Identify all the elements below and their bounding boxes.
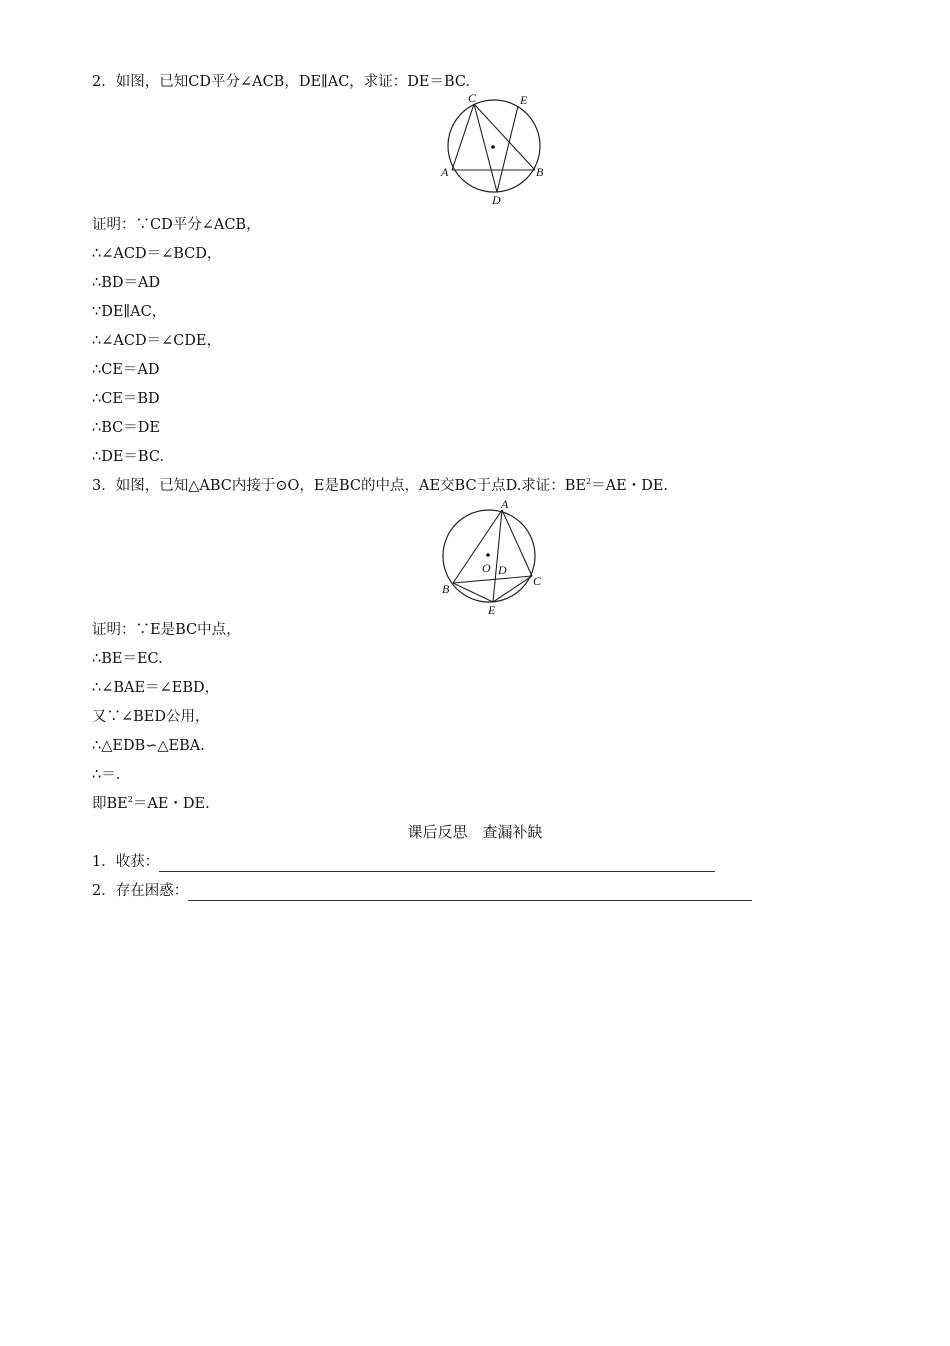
problem2-statement: 2．如图，已知CD平分∠ACB，DE∥AC，求证：DE＝BC.: [92, 74, 471, 90]
label-b: B: [536, 165, 544, 179]
label-c: C: [533, 574, 542, 588]
segment-ae: [493, 510, 502, 602]
segment-ce: [493, 576, 532, 602]
center-dot: [486, 553, 490, 557]
segment-bc: [453, 576, 532, 583]
label-a: A: [441, 165, 449, 179]
problem2-proof-line-2: ∴∠ACD＝∠BCD，: [92, 246, 222, 262]
problem2-proof-line-9: ∴DE＝BC.: [92, 449, 165, 465]
reflection-item-harvest: 1．收获：: [92, 852, 715, 872]
center-dot: [491, 145, 495, 149]
problem3-statement: 3．如图，已知△ABC内接于⊙O，E是BC的中点，AE交BC于点D.求证：$BE^2=AE$・DE.: [92, 477, 669, 494]
label-e: E: [520, 93, 528, 107]
label-o: O: [482, 561, 491, 575]
label-a: A: [501, 497, 509, 511]
problem3-proof-line-6: ∴＝.: [92, 767, 121, 783]
reflection-item-confusion: 2．存在困惑：: [92, 881, 752, 901]
problem2-proof-line-8: ∴BC＝DE: [92, 420, 160, 436]
segment-ab: [453, 510, 502, 583]
label-e: E: [488, 603, 496, 617]
problem3-proof-line-2: ∴BE＝EC.: [92, 651, 163, 667]
problem2-proof-line-6: ∴CE＝AD: [92, 362, 160, 378]
harvest-blank[interactable]: [159, 855, 715, 872]
problem3-proof-line-1: 证明：∵E是BC中点，: [92, 622, 241, 638]
problem2-proof-line-4: ∵DE∥AC，: [92, 304, 167, 320]
problem2-proof-line-7: ∴CE＝BD: [92, 391, 160, 407]
problem3-final-line: 即$BE^2=AE$・DE.: [92, 795, 210, 812]
problem3-figure: [436, 496, 548, 618]
problem3-proof-line-5: ∴△EDB∽△EBA.: [92, 738, 205, 754]
reflection-title: 课后反思 查漏补缺: [407, 823, 543, 841]
problem3-proof-line-3: ∴∠BAE＝∠EBD，: [92, 680, 220, 696]
problem2-proof-line-3: ∴BD＝AD: [92, 275, 161, 291]
problem2-proof-line-5: ∴∠ACD＝∠CDE，: [92, 333, 222, 349]
confusion-blank[interactable]: [188, 884, 752, 901]
segment-ca: [452, 104, 474, 170]
problem2-figure: [436, 92, 554, 208]
problem3-proof-line-4: 又∵∠BED公用，: [92, 709, 210, 725]
label-c: C: [468, 92, 477, 105]
label-d: D: [498, 563, 507, 577]
problem2-proof-line-1: 证明：∵CD平分∠ACB，: [92, 217, 261, 233]
label-b: B: [442, 582, 450, 596]
label-d: D: [492, 193, 501, 207]
